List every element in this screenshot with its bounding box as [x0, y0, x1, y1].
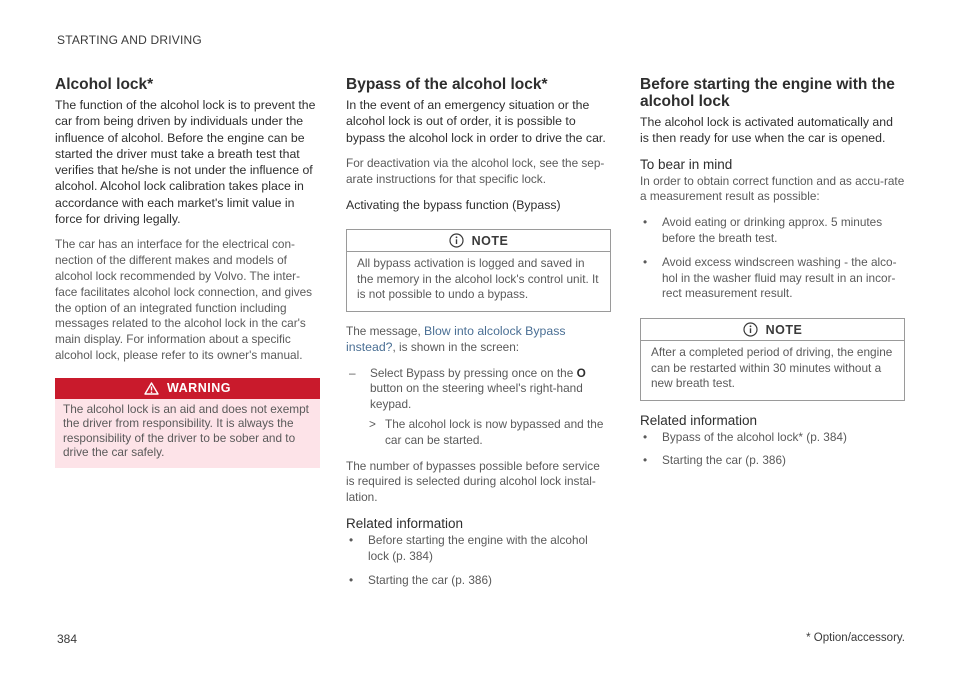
info-icon — [449, 233, 464, 248]
bypass-count-text: The number of bypasses possible before service is required is selected during alcohol lock instal-lation. — [346, 458, 600, 505]
note-text: After a completed period of driving, the engine can be restarted within 30 minutes without a new breath test. — [651, 345, 893, 391]
bear-in-mind-intro: In order to obtain correct function and as accu-rate a measurement result as possible: — [640, 173, 905, 204]
message-suffix: , is shown in the screen: — [392, 339, 520, 354]
step-marker: – — [349, 365, 356, 380]
bear-in-mind-list — [640, 215, 905, 302]
step-text-prefix: Select Bypass by pressing once on the — [370, 365, 577, 380]
related-info-heading: Related information — [346, 515, 464, 531]
heading-bypass: Bypass of the alcohol lock* — [346, 76, 548, 93]
note-text: All bypass activation is logged and saved in the memory in the alcohol lock's control unit. It is not possible to undo a bypass. — [357, 256, 599, 302]
warning-text: The alcohol lock is an aid and does not exempt the driver from responsibility. It is always the responsibility of the driver to be sober and to drive the car safely. — [63, 401, 309, 460]
list-item: • Avoid eating or drinking approx. 5 minutes before the breath test. — [640, 215, 905, 247]
subheading-bear-in-mind: To bear in mind — [640, 156, 733, 172]
heading-alcohol-lock: Alcohol lock* — [55, 76, 154, 93]
footnote: * Option/accessory. — [806, 632, 905, 644]
warning-header — [55, 378, 320, 399]
list-item: • Avoid excess windscreen washing - the alco-hol in the washer fluid may result in an incor-rect measurement result. — [640, 255, 905, 302]
display-message: Blow into alcolock Bypass instead? — [346, 323, 566, 354]
column-bypass — [346, 76, 611, 596]
warning-label: WARNING — [167, 381, 231, 396]
note-box-bypass — [346, 229, 611, 312]
warning-triangle-icon — [144, 382, 159, 395]
bypass-lead: In the event of an emergency situation or the alcohol lock is out of order, it is possible to bypass the alcohol lock in order to drive the car. — [346, 98, 606, 145]
warning-box — [55, 378, 320, 468]
result-marker: > — [369, 416, 376, 431]
bypass-body: For deactivation via the alcohol lock, see the sep-arate instructions for that specific lock. — [346, 155, 605, 186]
related-info-list — [346, 533, 611, 588]
note-box-restart — [640, 318, 905, 401]
note-header — [347, 230, 610, 252]
page-number: 384 — [57, 632, 78, 646]
column-before-starting — [640, 76, 905, 477]
result-text: The alcohol lock is now bypassed and the car can be started. — [385, 416, 604, 447]
message-prefix: The message, — [346, 323, 425, 338]
section-title: STARTING AND DRIVING — [57, 33, 202, 47]
heading-before-starting: Before starting the engine with the alcohol lock — [640, 76, 895, 110]
step-text-suffix: button on the steering wheel's right-hand keypad. — [370, 381, 583, 412]
alcohol-lock-lead: The function of the alcohol lock is to prevent the car from being driven by individuals under the influence of alcohol. Before the engine can be started the driver must take a breath test that verifies that he/she is not under the influence of alcohol. Alcohol lock calibration takes place in accordance with each market's limit value in force for driving legally. — [55, 98, 316, 227]
note-header — [641, 319, 904, 341]
related-link[interactable]: • Bypass of the alcohol lock* (p. 384) — [640, 430, 905, 446]
related-link[interactable]: • Starting the car (p. 386) — [346, 573, 611, 589]
bypass-message-line — [346, 324, 611, 356]
related-info-heading: Related information — [640, 412, 758, 428]
procedure-result — [346, 417, 611, 449]
related-link[interactable]: • Starting the car (p. 386) — [640, 453, 905, 469]
before-starting-lead: The alcohol lock is activated automatically and is then ready for use when the car is opened. — [640, 115, 893, 146]
info-icon — [743, 322, 758, 337]
step-button-symbol: O — [576, 365, 586, 380]
related-info-list — [640, 430, 905, 470]
column-alcohol-lock — [55, 76, 320, 468]
note-label: NOTE — [765, 322, 803, 337]
procedure-step — [346, 366, 611, 413]
bypass-subheading: Activating the bypass function (Bypass) — [346, 198, 561, 213]
related-link[interactable]: • Before starting the engine with the alcohol lock (p. 384) — [346, 533, 611, 565]
alcohol-lock-body: The car has an interface for the electrical con-nection of the different makes and models of alcohol lock recommended by Volvo. The inter-face facilitates alcohol lock connection, and gives the option of an integrated function including messages related to the alcohol lock in the car's main display. For information about a specific alcohol lock, please refer to its owner's manual. — [55, 237, 313, 362]
note-label: NOTE — [471, 233, 509, 248]
